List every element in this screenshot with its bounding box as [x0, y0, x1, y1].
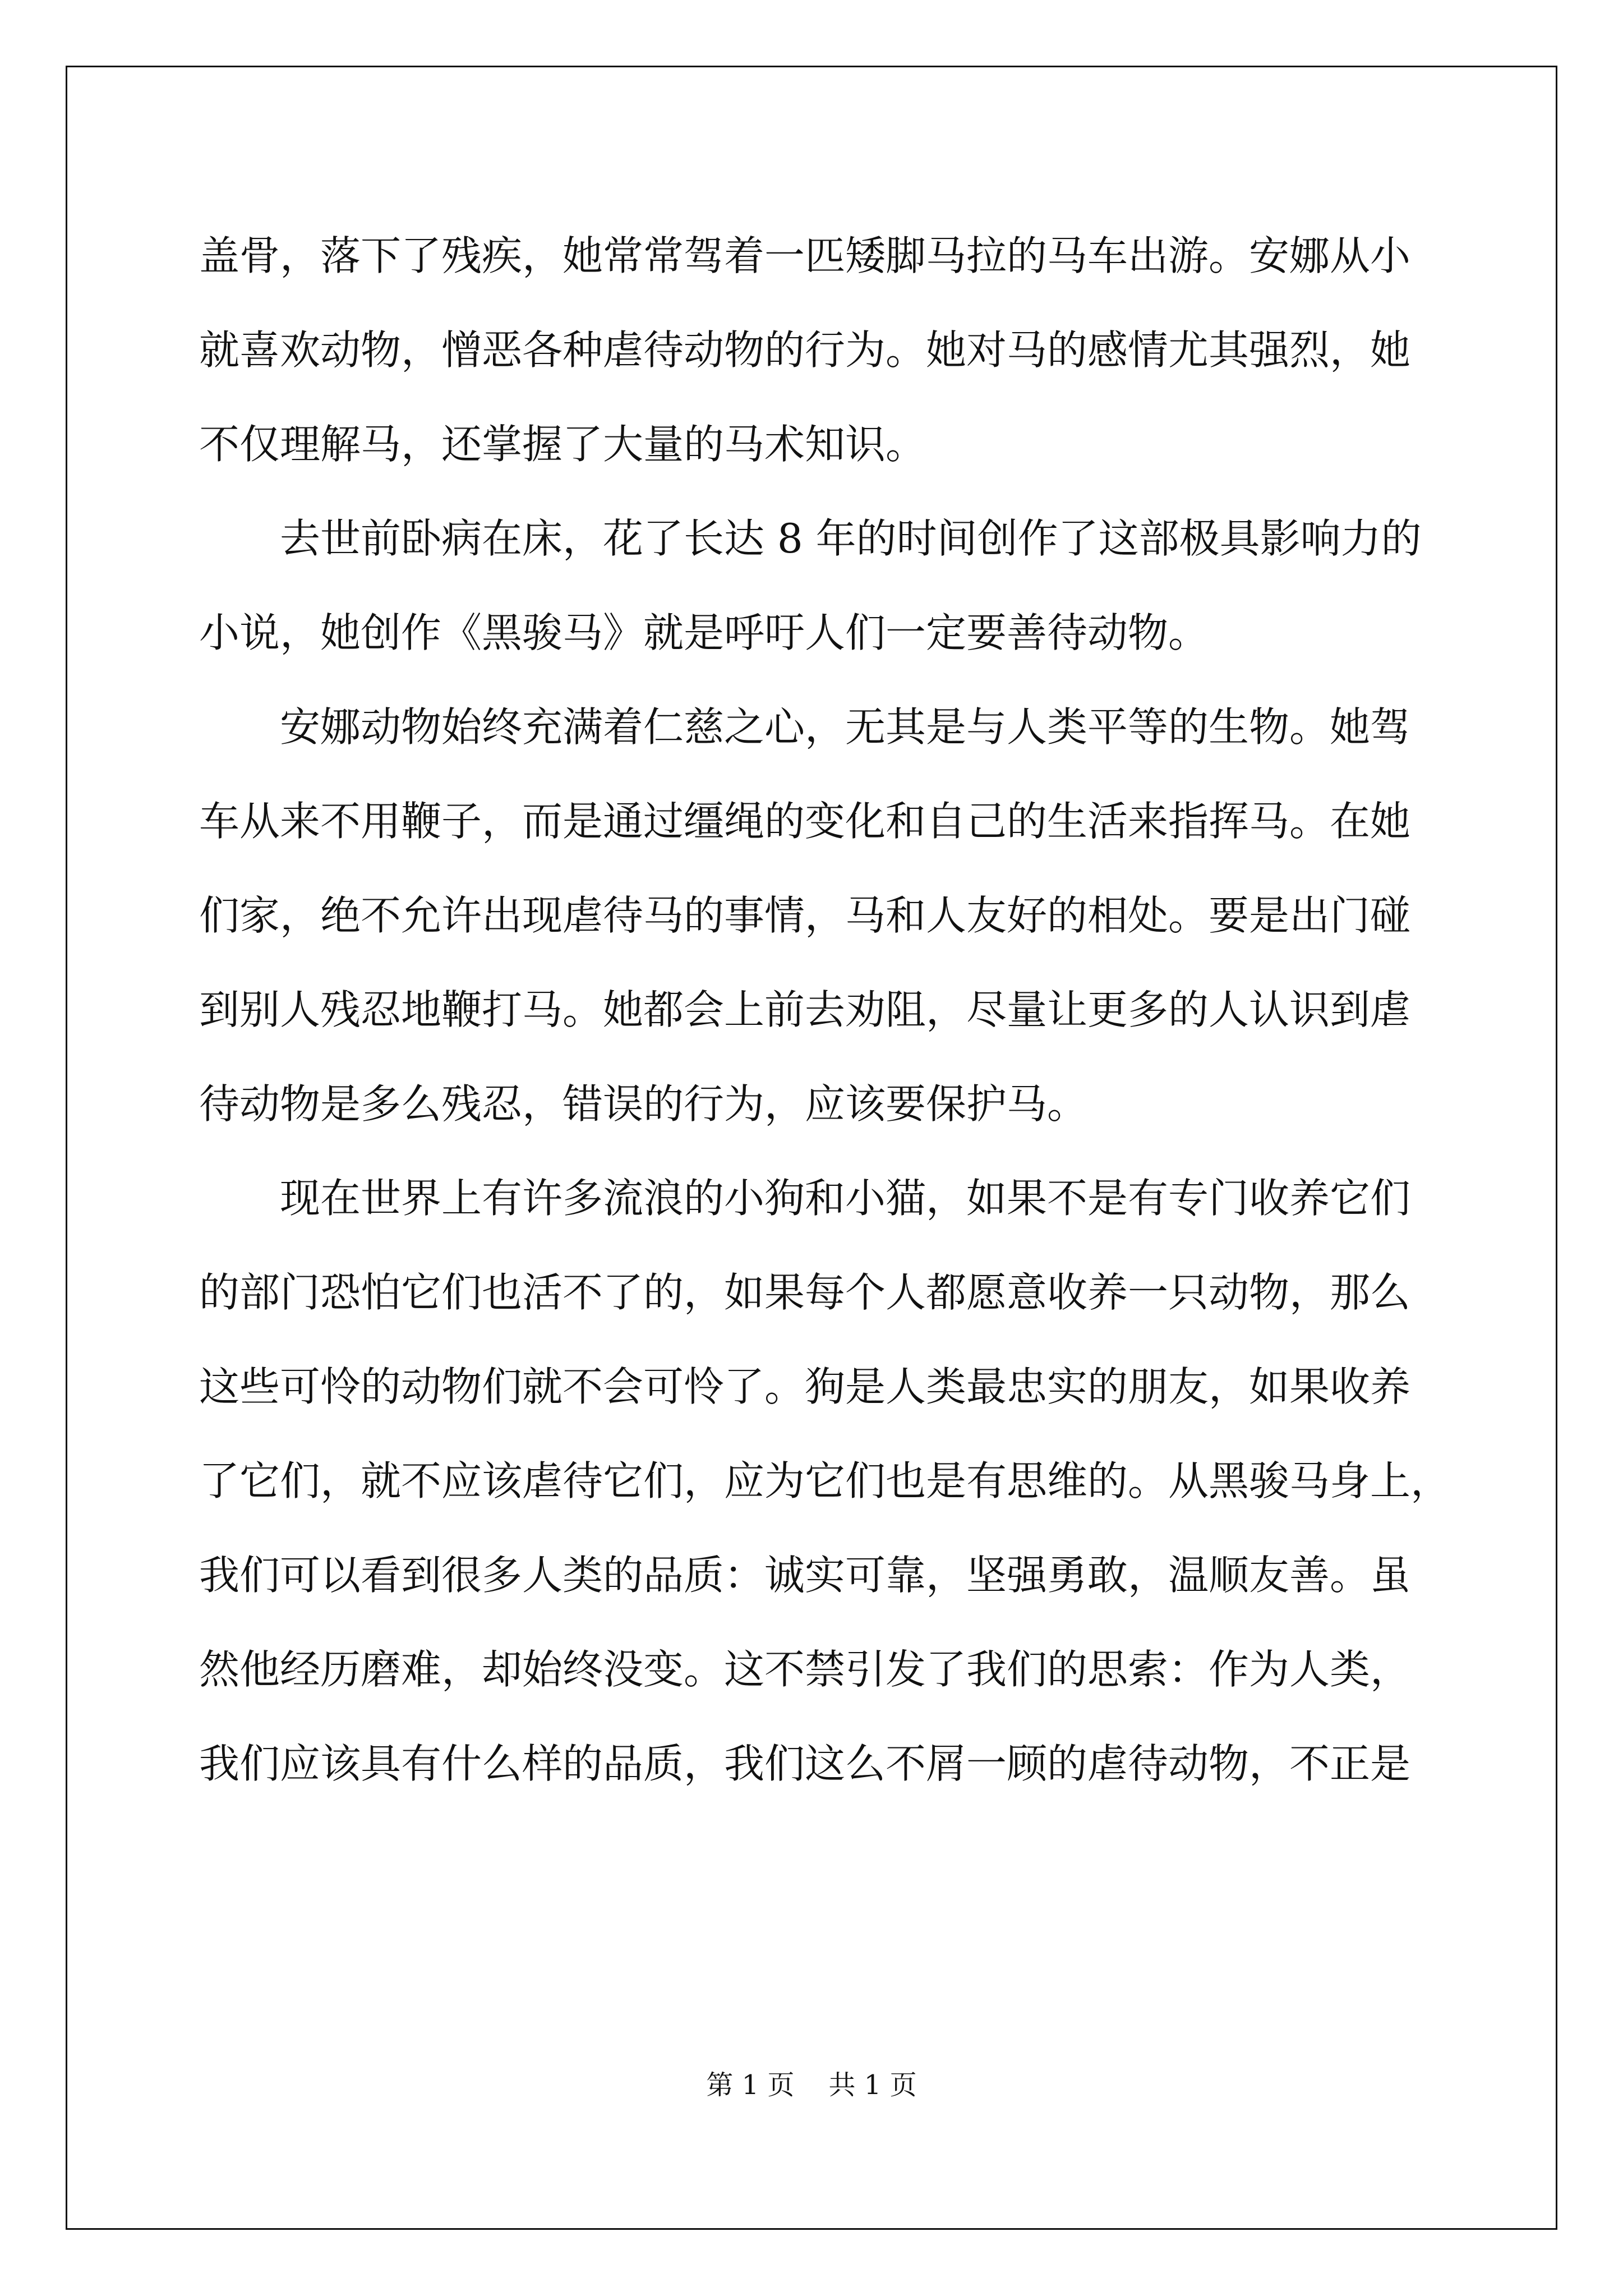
text-line: 然他经历磨难，却始终没变。这不禁引发了我们的思索：作为人类， — [199, 1646, 1411, 1693]
text-line: 就喜欢动物，憎恶各种虐待动物的行为。她对马的感情尤其强烈，她 — [199, 326, 1411, 374]
text-line: 了它们，就不应该虐待它们，应为它们也是有思维的。从黑骏马身上， — [199, 1457, 1451, 1504]
text-line: 待动物是多么残忍，错误的行为，应该要保护马。 — [199, 1080, 1088, 1128]
text-line: 安娜动物始终充满着仁慈之心，无其是与人类平等的生物。她驾 — [280, 703, 1411, 751]
page-number-footer: 第 1 页 共 1 页 — [706, 2069, 917, 2101]
text-line: 不仅理解马，还掌握了大量的马术知识。 — [199, 421, 926, 468]
paragraph — [199, 680, 1433, 1151]
text-line: 到别人残忍地鞭打马。她都会上前去劝阻，尽量让更多的人认识到虐 — [199, 986, 1411, 1033]
text-line: 盖骨，落下了残疾，她常常驾着一匹矮脚马拉的马车出游。安娜从小 — [199, 232, 1411, 279]
paragraph — [199, 491, 1433, 680]
text-line: 们家，绝不允许出现虐待马的事情，马和人友好的相处。要是出门碰 — [199, 892, 1411, 939]
text-line: 现在世界上有许多流浪的小狗和小猫，如果不是有专门收养它们 — [280, 1175, 1411, 1222]
paragraph — [199, 209, 1433, 491]
text-line: 的部门恐怕它们也活不了的，如果每个人都愿意收养一只动物，那么 — [199, 1269, 1411, 1316]
text-line: 小说，她创作《黑骏马》就是呼吁人们一定要善待动物。 — [199, 609, 1209, 656]
text-line: 我们可以看到很多人类的品质：诚实可靠，坚强勇敢，温顺友善。虽 — [199, 1552, 1411, 1599]
text-line: 车从来不用鞭子，而是通过缰绳的变化和自己的生活来指挥马。在她 — [199, 798, 1411, 845]
text-line: 我们应该具有什么样的品质，我们这么不屑一顾的虐待动物，不正是 — [199, 1740, 1411, 1787]
document-body — [199, 209, 1451, 1811]
text-line: 这些可怜的动物们就不会可怜了。狗是人类最忠实的朋友，如果收养 — [199, 1363, 1411, 1410]
text-line: 去世前卧病在床，花了长达 8 年的时间创作了这部极具影响力的 — [280, 515, 1422, 562]
paragraph — [199, 1151, 1451, 1811]
